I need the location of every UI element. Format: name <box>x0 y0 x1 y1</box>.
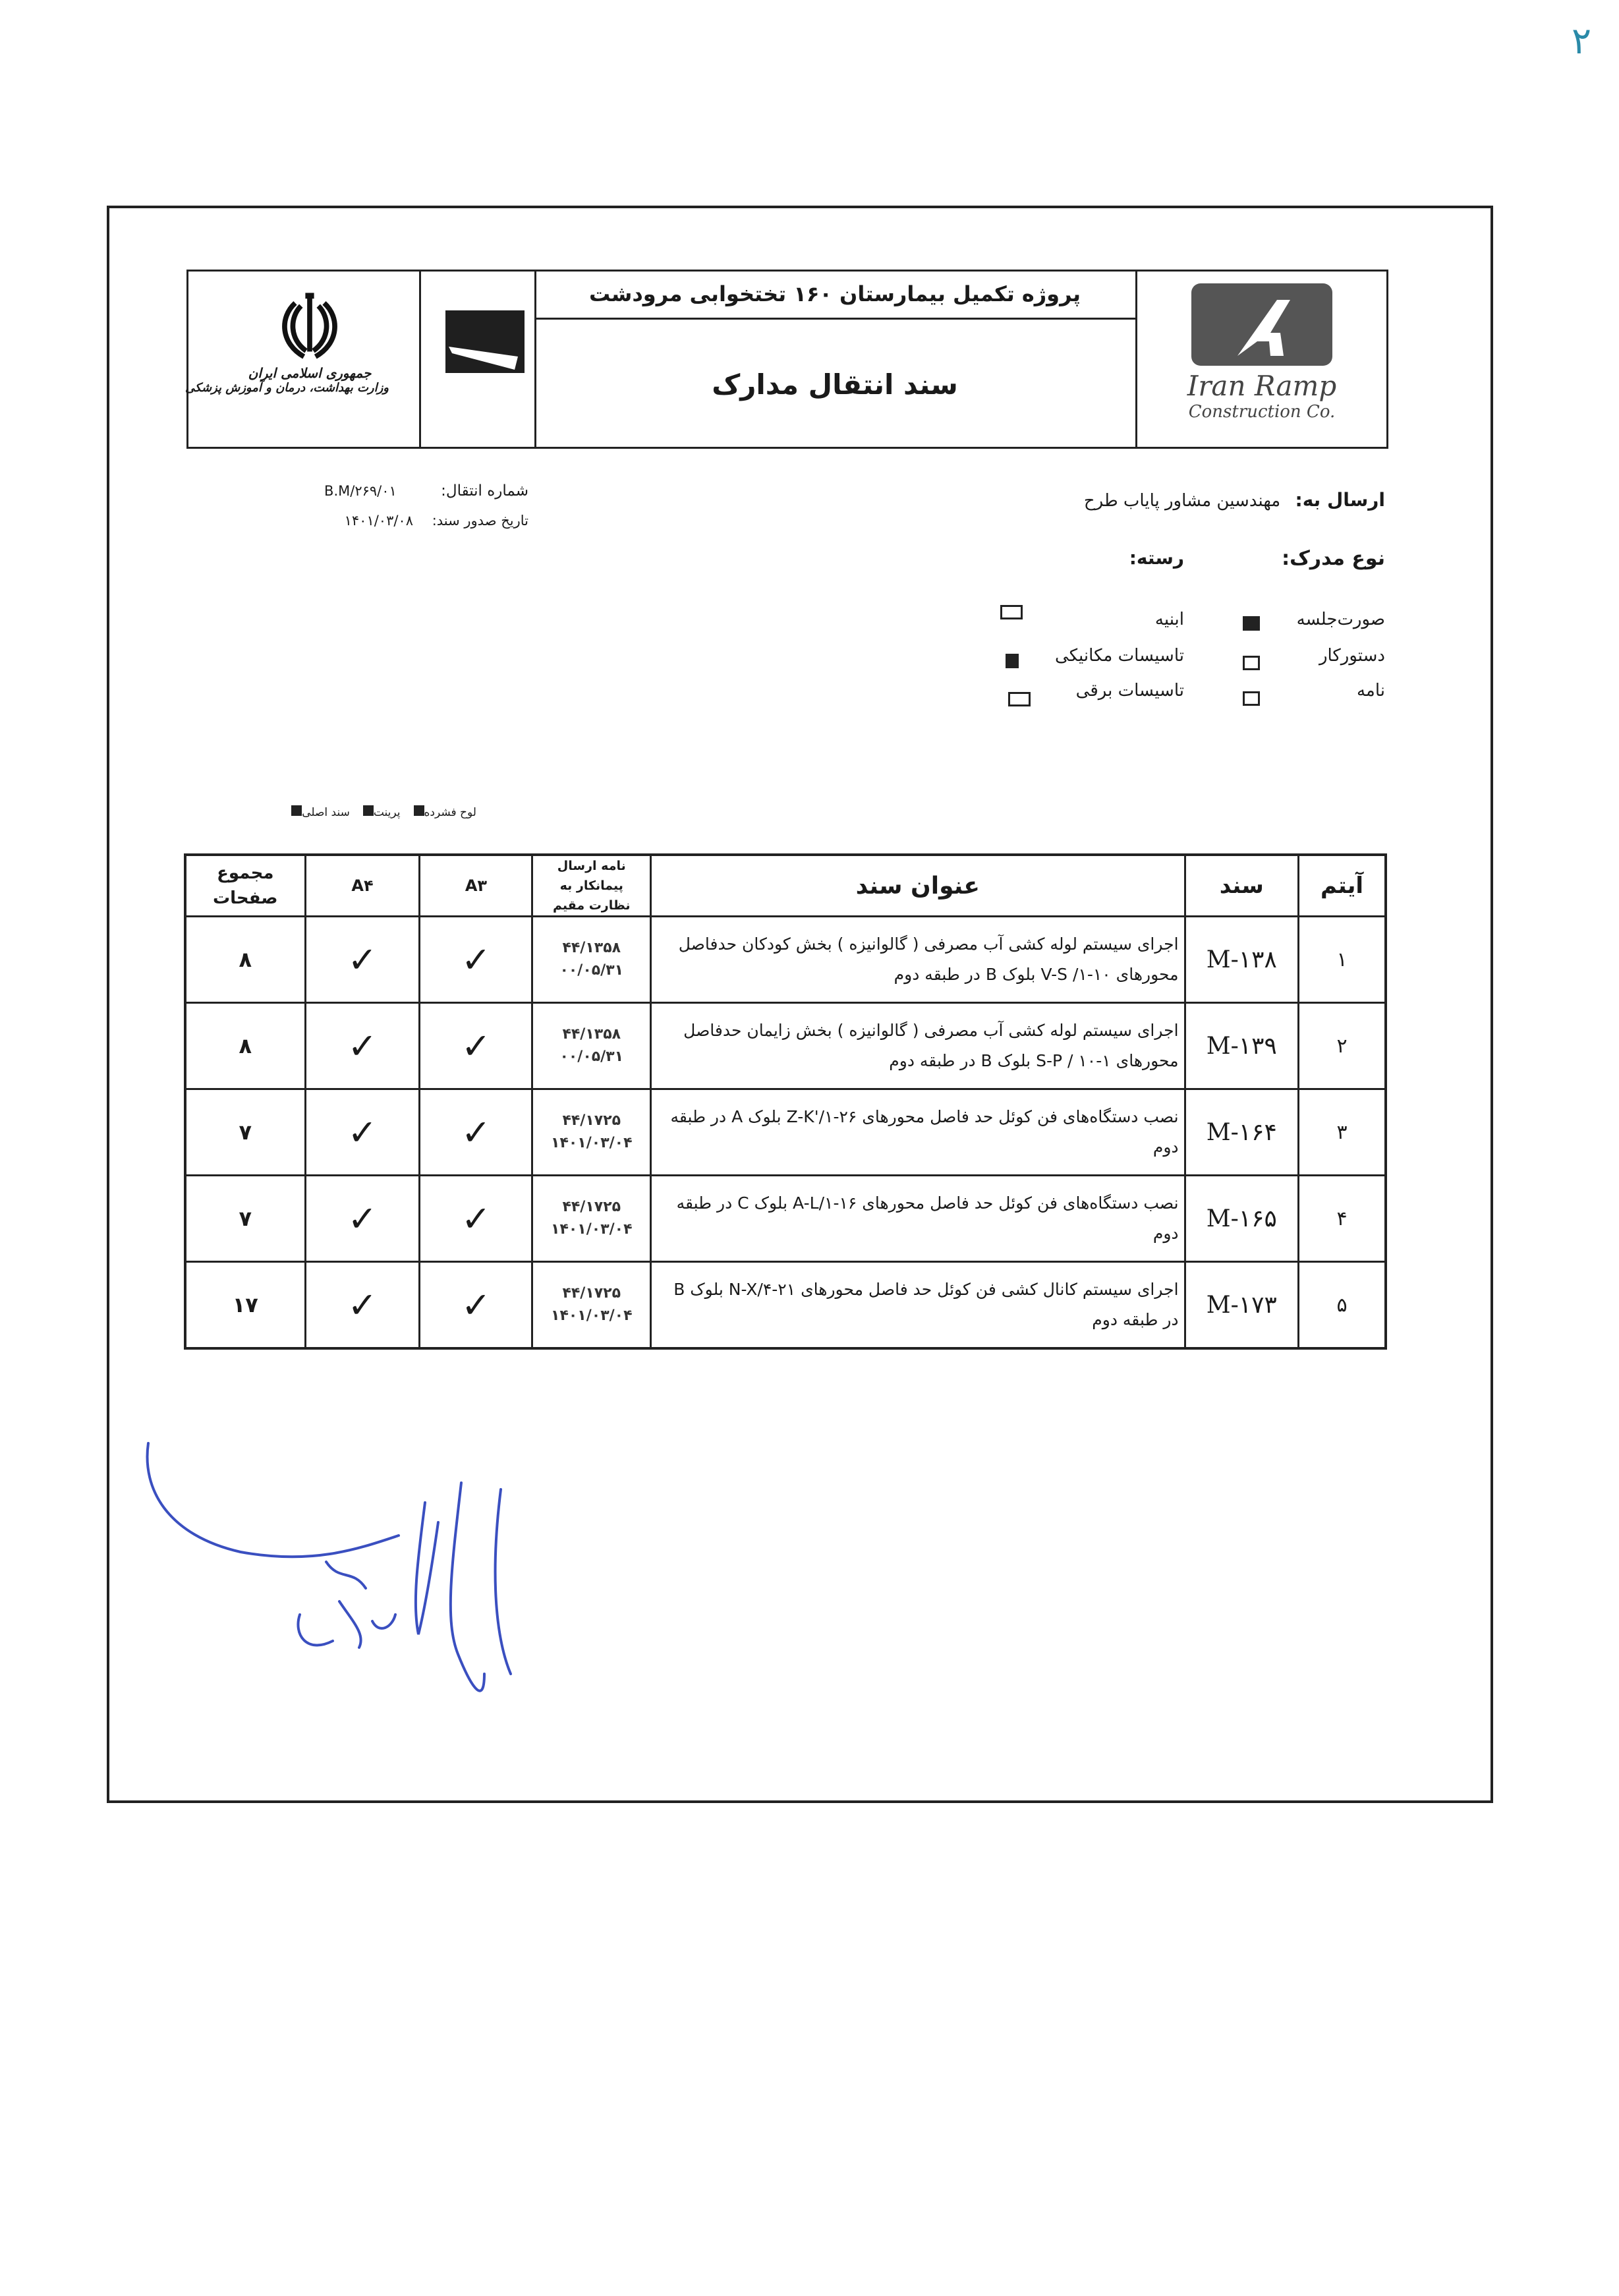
company-logo <box>1135 283 1388 422</box>
doc-type-checkbox-minutes[interactable] <box>1243 616 1260 631</box>
header-code: سند <box>1185 855 1298 917</box>
header-item: آیتم <box>1299 855 1386 917</box>
header-title: عنوان سند <box>651 855 1185 917</box>
legend-cd-swatch <box>414 805 424 816</box>
transfer-number <box>324 482 528 500</box>
document-code: M-۱۶۴ <box>1185 1089 1298 1176</box>
item-number: ۴ <box>1299 1176 1386 1262</box>
table-row <box>185 1262 1386 1349</box>
page-count: ۷ <box>185 1176 305 1262</box>
category-checkbox-building[interactable] <box>1000 605 1023 619</box>
legend-original: سند اصلی <box>291 805 350 819</box>
letter-date: ۱۴۰۱/۰۳/۰۴ <box>551 1135 633 1151</box>
a3-check-icon: ✓ <box>420 1176 532 1262</box>
transfer-number-value: B.M/۲۶۹/۰۱ <box>324 483 397 499</box>
send-to <box>1084 489 1385 511</box>
category-option-mechanical: تاسیسات مکانیکی <box>1055 646 1184 666</box>
iran-emblem-icon <box>273 290 346 362</box>
a4-check-icon: ✓ <box>305 1089 420 1176</box>
header-pages: مجموع صفحات <box>185 855 305 917</box>
letter-number: ۴۴/۱۷۲۵ <box>562 1112 621 1129</box>
a4-check-icon: ✓ <box>305 1262 420 1349</box>
document-title-cell: اجرای سیستم لوله کشی آب مصرفی ( گالوانیزه ) بخش زایمان حدفاصل محورهای ۱-۱۰ / S-P بلوک B در طبقه دوم <box>651 1003 1185 1089</box>
table-row <box>185 1089 1386 1176</box>
header-letter: نامه ارسال پیمانکار به نظارت مقیم <box>532 855 651 917</box>
a3-check-icon: ✓ <box>420 917 532 1003</box>
company-logo-mark <box>1191 283 1332 366</box>
a3-check-icon: ✓ <box>420 1003 532 1089</box>
document-title-cell: نصب دستگاه‌های فن کوئل حد فاصل محورهای ۲۶-۱/'Z-K بلوک A در طبقه دوم <box>651 1089 1185 1176</box>
table-row <box>185 917 1386 1003</box>
company-name: Iran Ramp <box>1187 370 1337 402</box>
contractor-letter <box>532 917 651 1003</box>
document-title-cell: اجرای سیستم لوله کشی آب مصرفی ( گالوانیزه ) بخش کودکان حدفاصل محورهای ۱۰-۱/ V-S بلوک B در طبقه دوم <box>651 917 1185 1003</box>
transfer-number-label: شماره انتقال: <box>441 482 528 500</box>
doc-type-checkbox-instruction[interactable] <box>1243 656 1260 670</box>
page-count: ۷ <box>185 1089 305 1176</box>
doc-type-option-instruction: دستورکار <box>1319 646 1385 666</box>
issue-date-label: تاریخ صدور سند: <box>432 513 528 529</box>
table-row <box>185 1176 1386 1262</box>
header-a4: A۴ <box>305 855 420 917</box>
document-code: M-۱۳۸ <box>1185 917 1298 1003</box>
table-row <box>185 1003 1386 1089</box>
letter-date: ۱۴۰۱/۰۳/۰۴ <box>551 1307 633 1324</box>
contractor-letter <box>532 1176 651 1262</box>
document-title-cell: اجرای سیستم کانال کشی فن کوئل حد فاصل محورهای ۲۱-۴/N-X بلوک B در طبقه دوم <box>651 1262 1185 1349</box>
ministry-line2: وزارت بهداشت، درمان و آموزش پزشکی <box>185 381 389 395</box>
send-to-value: مهندسین مشاور پایاب طرح <box>1083 491 1281 511</box>
letter-date: ۱۴۰۱/۰۳/۰۴ <box>551 1221 633 1238</box>
issue-date-value: ۱۴۰۱/۰۳/۰۸ <box>344 513 413 529</box>
a4-check-icon: ✓ <box>305 917 420 1003</box>
page-count: ۱۷ <box>185 1262 305 1349</box>
page-count: ۸ <box>185 917 305 1003</box>
page-number: ۲ <box>1572 20 1592 63</box>
legend-original-swatch <box>291 805 302 816</box>
ministry-logo <box>185 290 389 395</box>
letter-number: ۴۴/۱۷۲۵ <box>562 1199 621 1215</box>
category-option-building: ابنیه <box>1154 610 1184 629</box>
a3-check-icon: ✓ <box>420 1262 532 1349</box>
doc-type-option-minutes: صورت‌جلسه <box>1296 610 1385 629</box>
header-a3: A۳ <box>420 855 532 917</box>
legend-print: پرینت <box>363 805 401 819</box>
table-header-row <box>185 855 1386 917</box>
contractor-letter <box>532 1003 651 1089</box>
document-code: M-۱۳۹ <box>1185 1003 1298 1089</box>
item-number: ۵ <box>1299 1262 1386 1349</box>
a4-check-icon: ✓ <box>305 1176 420 1262</box>
letter-date: ۰۰/۰۵/۳۱ <box>559 962 624 979</box>
send-to-label: ارسال به: <box>1295 489 1385 511</box>
document-code: M-۱۷۳ <box>1185 1262 1298 1349</box>
documents-table <box>184 853 1387 1350</box>
doc-type-option-letter: نامه <box>1356 681 1385 701</box>
contractor-letter <box>532 1089 651 1176</box>
category-checkbox-mechanical[interactable] <box>1006 654 1019 668</box>
letter-number: ۴۴/۱۳۵۸ <box>562 940 621 956</box>
project-title: پروژه تکمیل بیمارستان ۱۶۰ تختخوابی مرودشت <box>534 270 1135 320</box>
legend-cd: لوح فشرده <box>414 805 477 819</box>
page-count: ۸ <box>185 1003 305 1089</box>
letter-date: ۰۰/۰۵/۳۱ <box>559 1048 624 1065</box>
signature <box>142 1437 669 1733</box>
item-number: ۳ <box>1299 1089 1386 1176</box>
legend-print-swatch <box>363 805 374 816</box>
doc-type-checkbox-letter[interactable] <box>1243 691 1260 706</box>
document-title-cell: نصب دستگاه‌های فن کوئل حد فاصل محورهای ۱۶-۱/A-L بلوک C در طبقه دوم <box>651 1176 1185 1262</box>
category-option-electrical: تاسیسات برقی <box>1075 681 1184 701</box>
issue-date <box>345 513 528 529</box>
a4-check-icon: ✓ <box>305 1003 420 1089</box>
item-number: ۲ <box>1299 1003 1386 1089</box>
company-sub: Construction Co. <box>1188 402 1336 422</box>
category-checkbox-electrical[interactable] <box>1008 692 1031 706</box>
doc-type-label: نوع مدرک: <box>1282 547 1385 570</box>
category-label: رسته: <box>1129 547 1184 569</box>
document-title: سند انتقال مدارک <box>712 368 958 401</box>
item-number: ۱ <box>1299 917 1386 1003</box>
a3-check-icon: ✓ <box>420 1089 532 1176</box>
document-code: M-۱۶۵ <box>1185 1176 1298 1262</box>
letter-number: ۴۴/۱۷۲۵ <box>562 1285 621 1302</box>
legend <box>226 805 476 819</box>
project-logo <box>445 310 525 373</box>
letter-number: ۴۴/۱۳۵۸ <box>562 1026 621 1043</box>
ministry-line1: جمهوری اسلامی ایران <box>248 365 372 381</box>
contractor-letter <box>532 1262 651 1349</box>
